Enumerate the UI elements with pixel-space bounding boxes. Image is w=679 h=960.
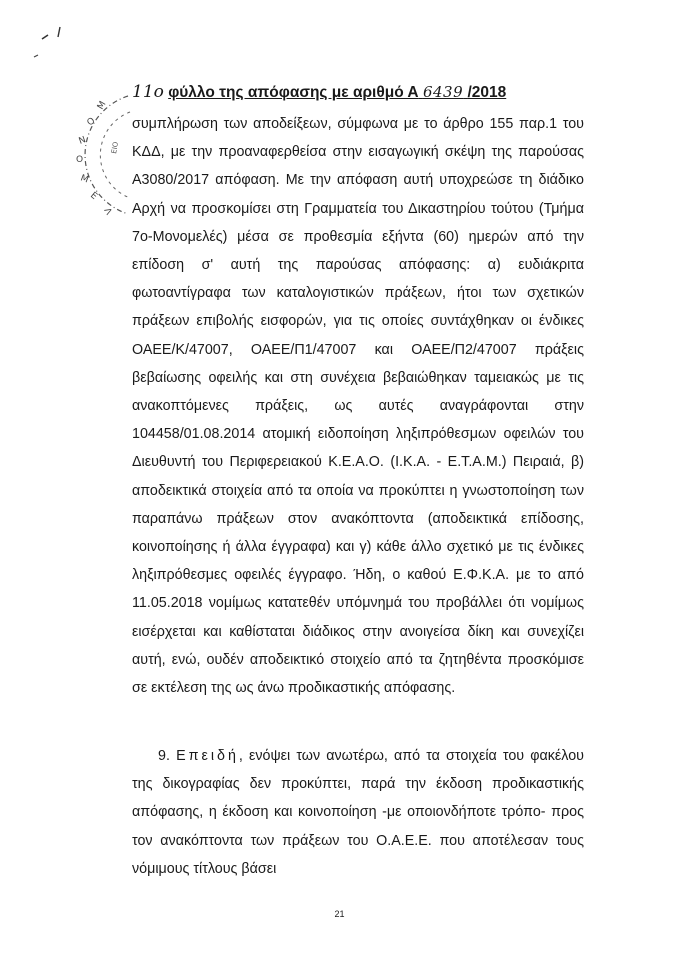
svg-text:ΕΙΟ: ΕΙΟ	[110, 141, 121, 155]
svg-text:Ο: Ο	[76, 155, 84, 165]
paragraph-2	[132, 742, 584, 883]
svg-text:Ο: Ο	[85, 116, 98, 129]
handwritten-decision-number: 6439	[422, 83, 464, 101]
svg-text:Λ: Λ	[101, 206, 114, 217]
page-header	[132, 82, 506, 102]
svg-text:Μ: Μ	[95, 99, 109, 112]
svg-text:Μ: Μ	[78, 173, 90, 186]
paragraph-2-text: , ενόψει των ανωτέρω, από τα στοιχεία του φακέλου της δικογραφίας δεν προκύπτει, παρά την έκδοση προδικαστικής απόφασης, η έκδοση και κοινοποίηση -με οποιονδήποτε τρόπο- προς τον ανακόπτοντα των πράξεων του Ο.Α.Ε.Ε. που αποτέλεσαν τους νόμιμους τίτλους βάσει	[132, 748, 584, 877]
paragraph-number: 9.	[158, 748, 170, 764]
corner-pen-marks	[20, 15, 80, 75]
svg-text:Ν: Ν	[77, 135, 88, 147]
header-title: φύλλο της απόφασης με αριθμό Α 6439 /2018	[168, 83, 507, 101]
paragraph-keyword: Επειδή	[176, 748, 239, 764]
svg-text:Ε: Ε	[88, 190, 99, 202]
page-number: 21	[334, 909, 345, 919]
paragraph-1: συμπλήρωση των αποδείξεων, σύμφωνα με το άρθρο 155 παρ.1 του ΚΔΔ, με την προαναφερθείσα στην εισαγωγική σκέψη της παρούσας Α3080/2017 απόφαση. Με την απόφαση αυτή υποχρεώσε τη διάδικο Αρχή να προσκομίσει στη Γραμματεία του Δικαστηρίου τούτου (Τμήμα 7ο-Μονομελές) μέσα σε προθεσμία εξήντα (60) ημερών από την επίδοση σ' αυτή της παρούσας απόφασης: α) ευδιάκριτα φωτοαντίγραφα των καταλογιστικών πράξεων, ήτοι των σχετικών πράξεων επιβολής εισφορών, για τις οποίες συντάχθηκαν οι ένδικες ΟΑΕΕ/Κ/47007, ΟΑΕΕ/Π1/47007 και ΟΑΕΕ/Π2/47007 πράξεις βεβαίωσης οφειλής και στη συνέχεια βεβαιώθηκαν ταμειακώς με τις ανακοπτόμενες πράξεις, ως αυτές αναγράφονται στην 104458/01.08.2014 ατομική ειδοποίηση ληξιπρόθεσμων οφειλών του Διευθυντή του Περιφερειακού Κ.Ε.Α.Ο. (Ι.Κ.Α. - Ε.Τ.Α.Μ.) Πειραιά, β) αποδεικτικά στοιχεία από τα οποία να προκύπτει η γνωστοποίηση των παραπάνω πράξεων στον ανακόπτοντα (αποδεικτικά επίδοσης, κοινοποίησης ή άλλα έγγραφα) και γ) κάθε άλλο σχετικό με τις ένδικες ληξιπρόθεσμες οφειλές έγγραφο. Ήδη, ο καθού Ε.Φ.Κ.Α. με το από 11.05.2018 νομίμως κατατεθέν υπόμνημά του προβάλλει ότι νομίμως εισέρχεται και καθίσταται διάδικος στην ανοιγείσα δίκη και συνεχίζει αυτή, ενώ, ουδέν αποδεικτικό στοιχείο από τα ζητηθέντα προσκόμισε σε εκτέλεση της ως άνω προδικαστικής απόφασης.	[132, 116, 584, 697]
handwritten-sheet-number: 11ο	[132, 82, 164, 102]
